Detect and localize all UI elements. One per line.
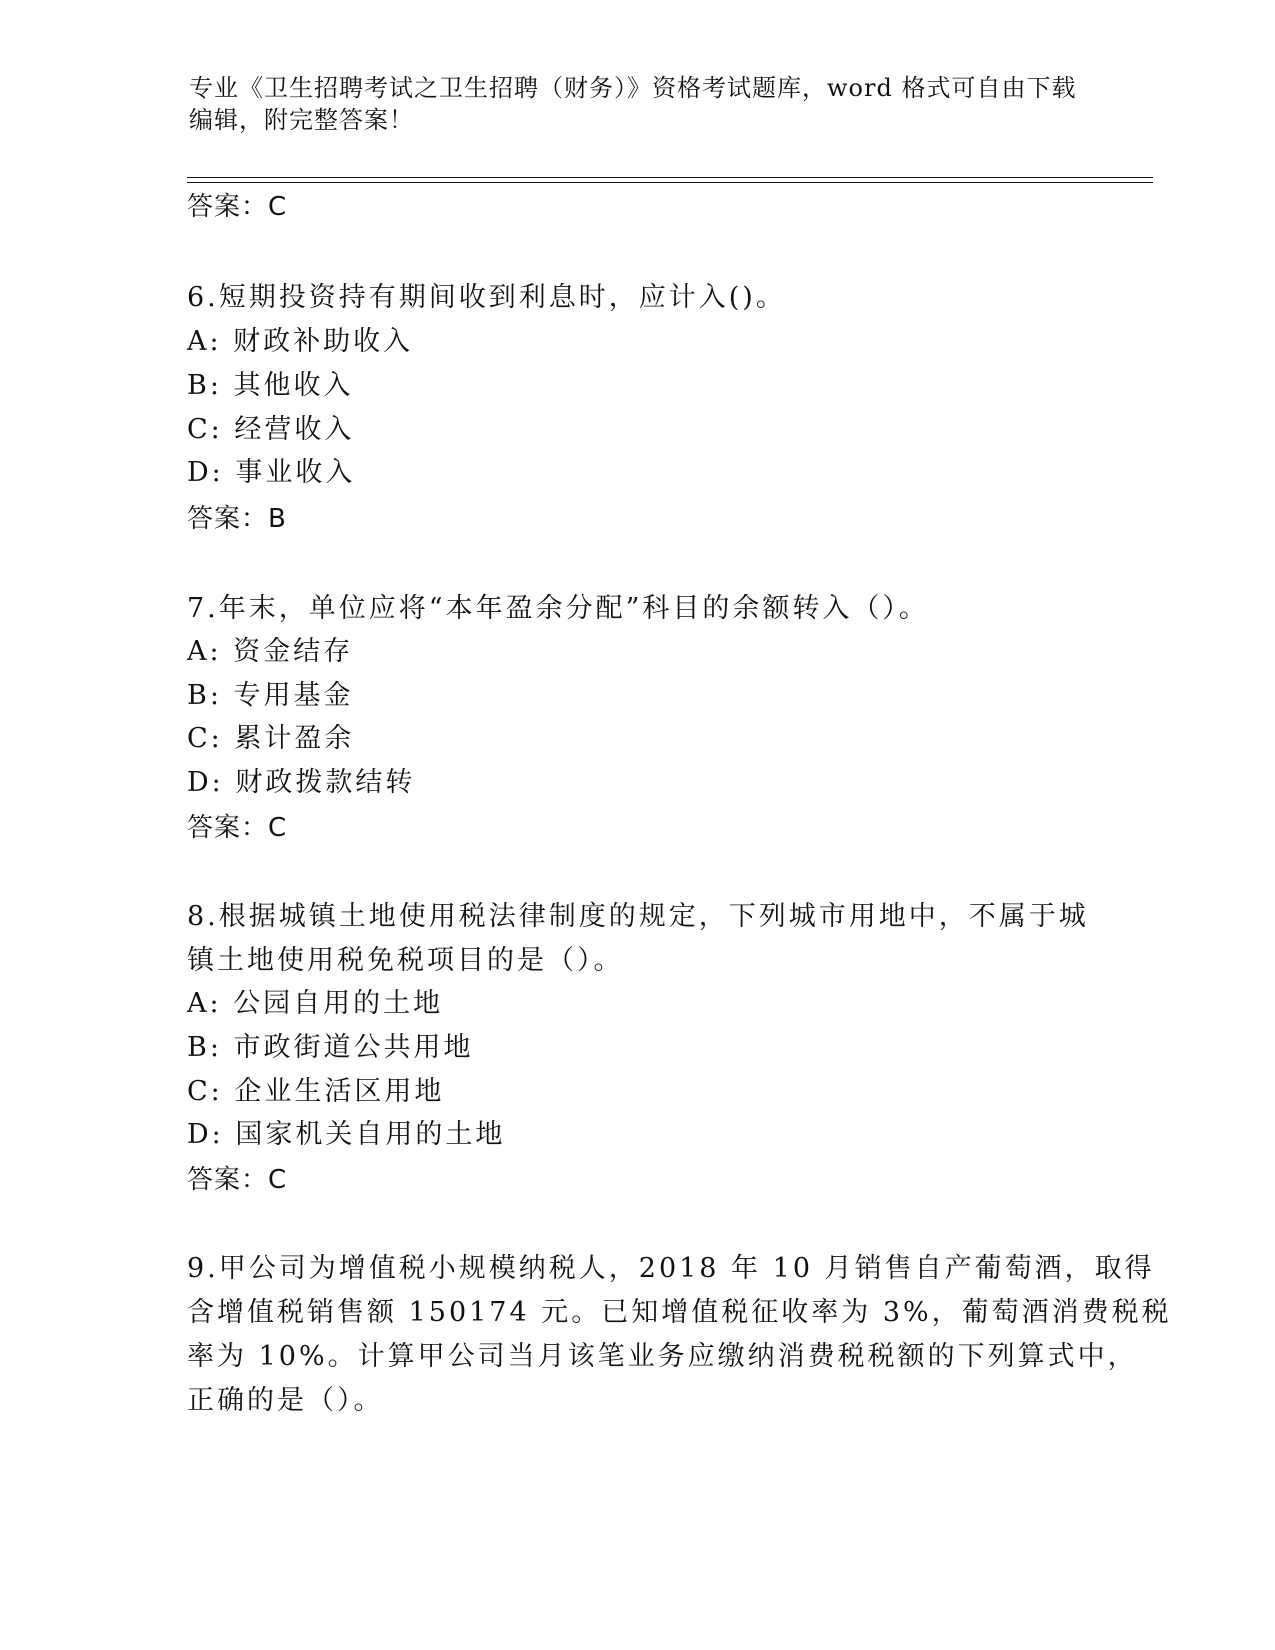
q8-option-c: C: 企业生活区用地 [187,1076,445,1107]
q7-option-a: A: 资金结存 [187,636,354,667]
q7-answer: 答案：C [187,813,288,843]
q8-stem-line-1: 8.根据城镇土地使用税法律制度的规定，下列城市用地中，不属于城 [187,901,1089,932]
q8-option-b: B: 市政街道公共用地 [187,1032,474,1063]
q7-option-c: C: 累计盈余 [187,723,355,754]
q8-option-a: A: 公园自用的土地 [187,988,444,1019]
answer-previous: 答案：C [187,192,288,222]
q9-stem-line-3: 率为 10%。计算甲公司当月该笔业务应缴纳消费税税额的下列算式中， [187,1341,1138,1372]
q6-stem: 6.短期投资持有期间收到利息时，应计入()。 [187,282,786,313]
header-line-1: 专业《卫生招聘考试之卫生招聘（财务）》资格考试题库，word 格式可自由下载 [189,74,1077,102]
q8-option-d: D: 国家机关自用的土地 [187,1119,506,1150]
header-divider-top [187,177,1153,178]
document-header [189,72,1089,136]
header-divider-bottom [187,182,1153,183]
q9-stem-line-2: 含增值税销售额 150174 元。已知增值税征收率为 3%，葡萄酒消费税税 [187,1297,1172,1328]
header-line-2: 编辑，附完整答案！ [189,106,414,134]
q7-stem: 7.年末，单位应将“本年盈余分配”科目的余额转入（）。 [187,593,929,624]
q6-option-d: D: 事业收入 [187,457,356,488]
q6-answer: 答案：B [187,504,287,534]
q6-option-c: C: 经营收入 [187,414,355,445]
q6-option-a: A: 财政补助收入 [187,326,414,357]
q8-answer: 答案：C [187,1165,288,1195]
q9-stem-line-1: 9.甲公司为增值税小规模纳税人，2018 年 10 月销售自产葡萄酒，取得 [187,1253,1155,1284]
q7-option-b: B: 专用基金 [187,680,354,711]
q6-option-b: B: 其他收入 [187,370,354,401]
q7-option-d: D: 财政拨款结转 [187,767,416,798]
q8-stem-line-2: 镇土地使用税免税项目的是（）。 [187,945,624,976]
q9-stem-line-4: 正确的是（）。 [187,1385,384,1416]
